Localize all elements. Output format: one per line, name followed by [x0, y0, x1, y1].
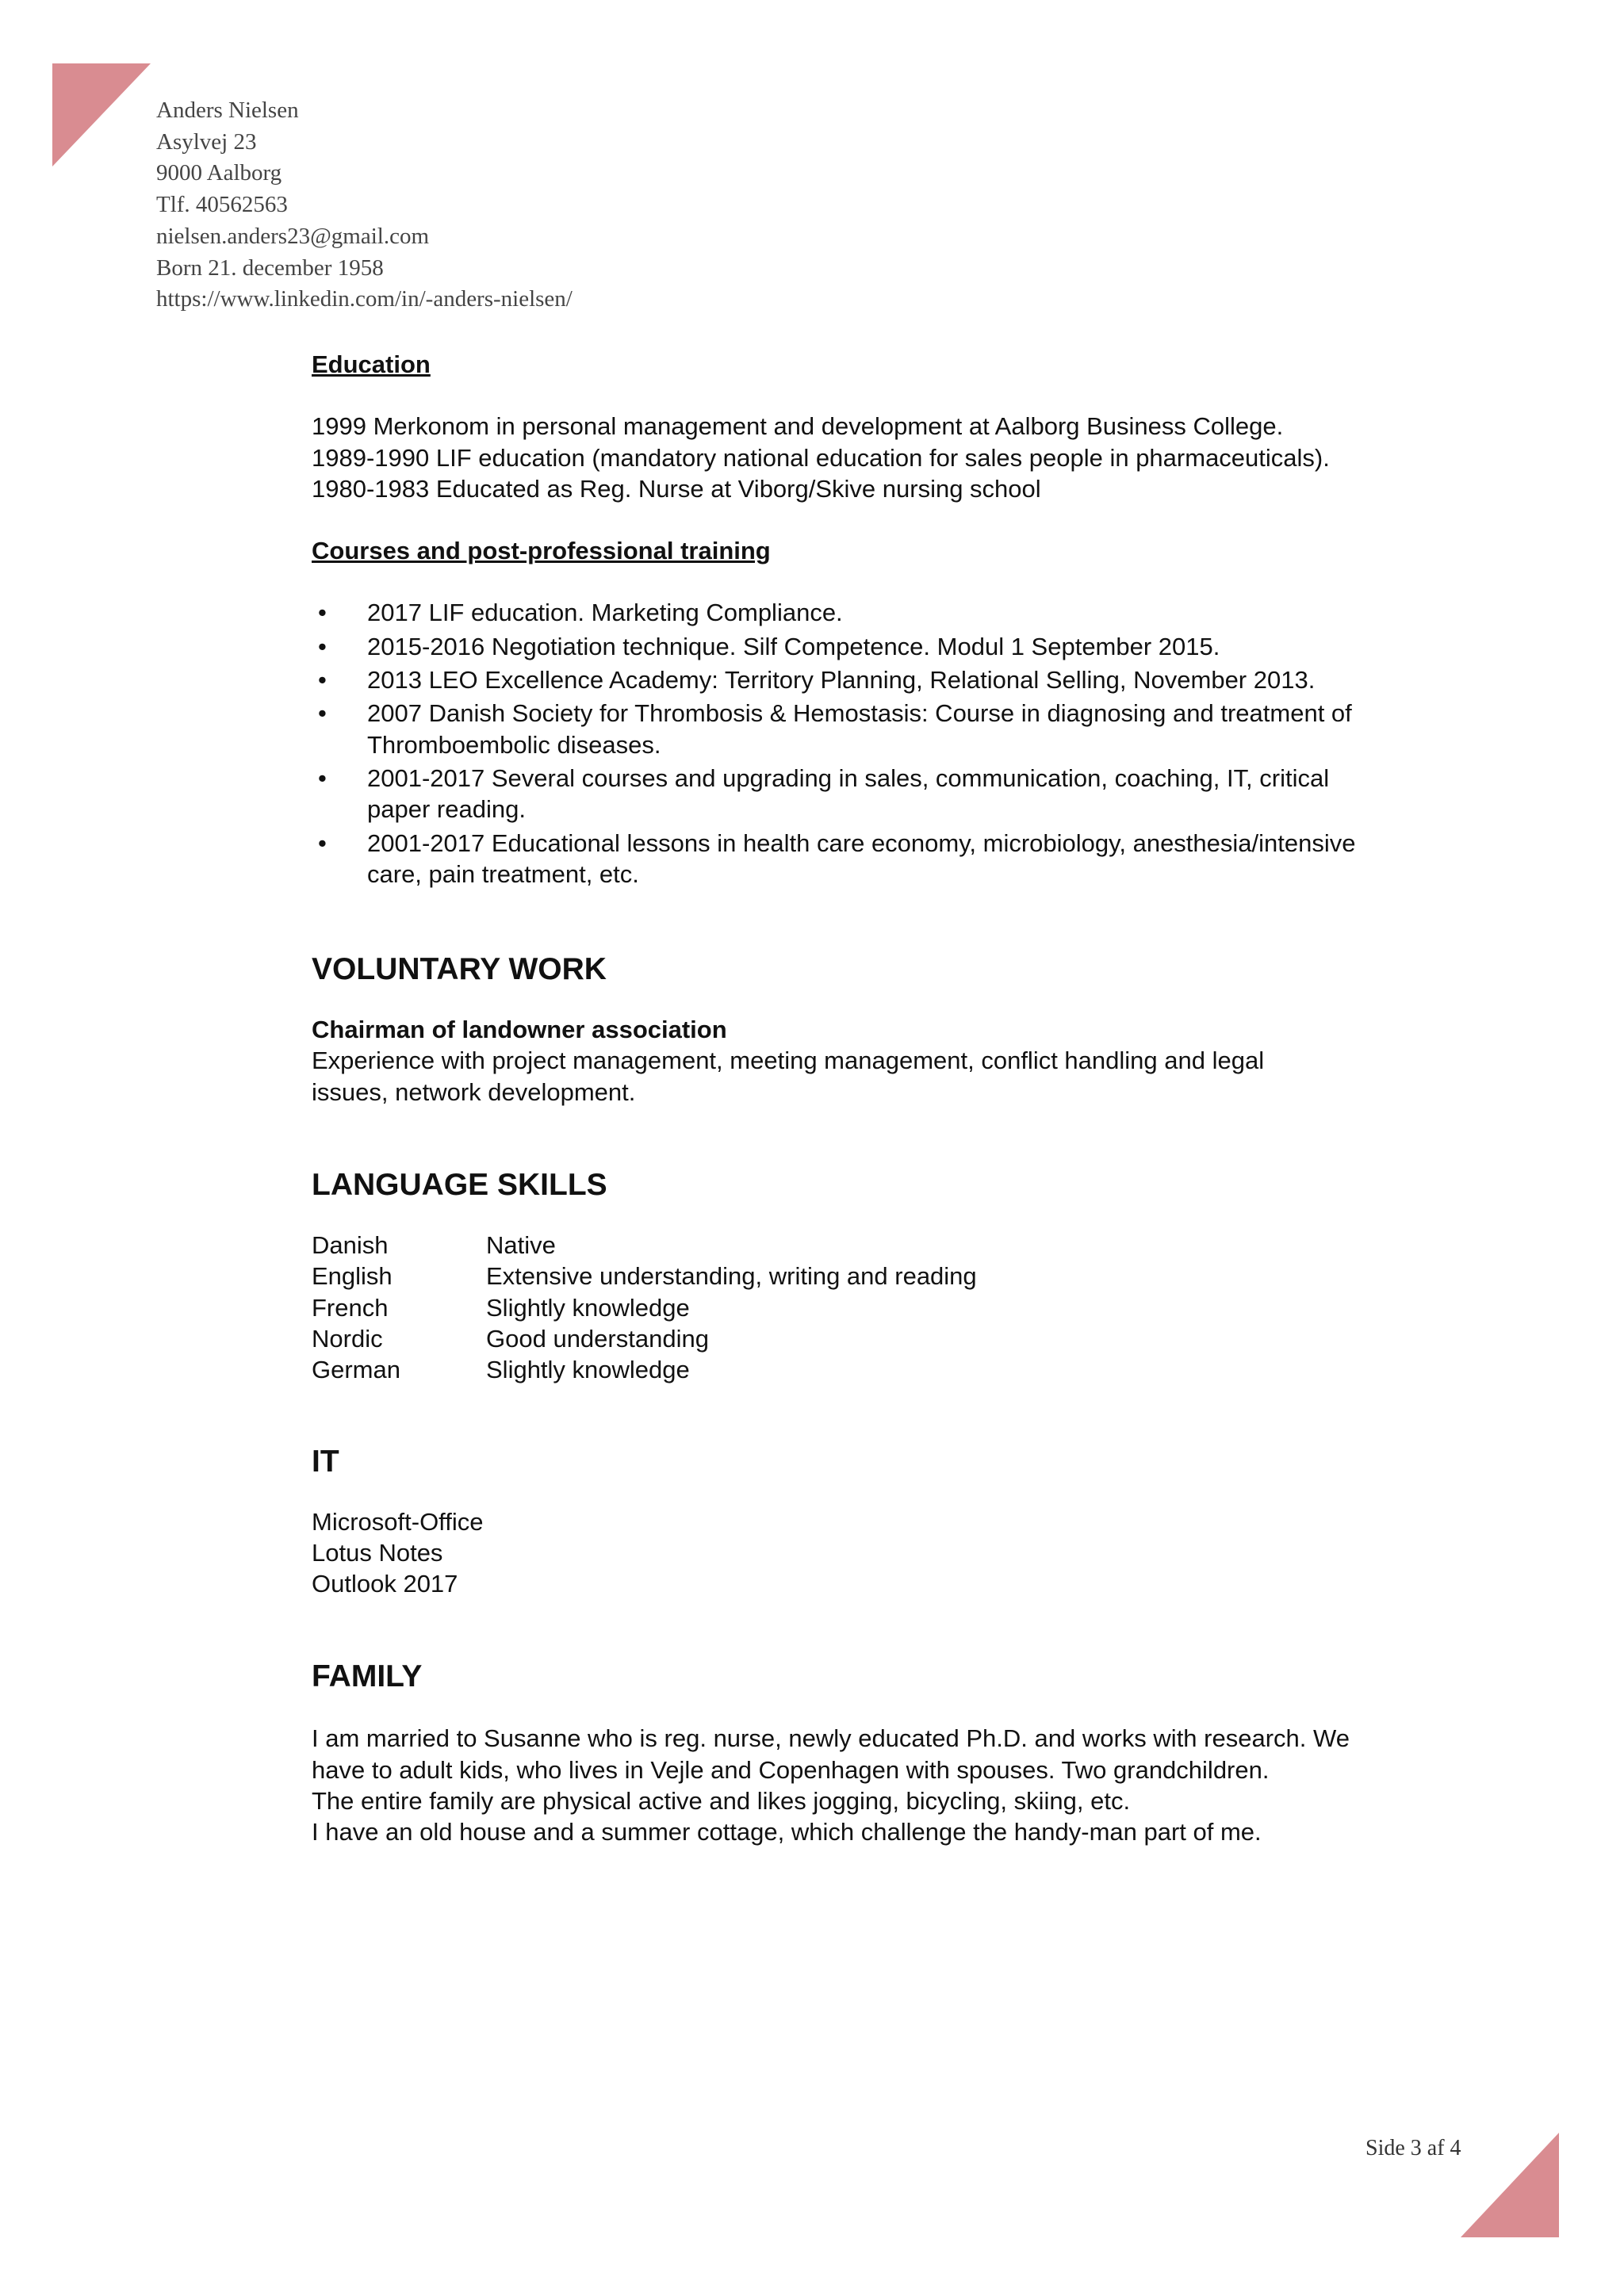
languages-title: LANGUAGE SKILLS: [312, 1168, 607, 1203]
contact-linkedin: https://www.linkedin.com/in/-anders-nielsen/: [156, 286, 573, 312]
contact-block: [156, 95, 573, 316]
contact-born: Born 21. december 1958: [156, 254, 384, 281]
language-row: English Extensive understanding, writing and reading: [312, 1262, 977, 1291]
it-item: Outlook 2017: [312, 1570, 458, 1598]
contact-street: Asylvej 23: [156, 128, 257, 155]
main-content: [312, 349, 1469, 1848]
list-item: • 2001-2017 Several courses and upgrading in sales, communication, coaching, IT, critical paper reading.: [318, 763, 1330, 824]
language-row: Danish Native: [312, 1231, 556, 1260]
list-item: • 2017 LIF education. Marketing Compliance.: [312, 597, 1469, 628]
education-item: 1980-1983 Educated as Reg. Nurse at Viborg/Skive nursing school: [312, 474, 1041, 503]
it-item: Lotus Notes: [312, 1538, 443, 1567]
family-line: I am married to Susanne who is reg. nurse, newly educated Ph.D. and works with research. We: [312, 1724, 1350, 1753]
bullet-icon: •: [318, 632, 327, 660]
language-row: Nordic Good understanding: [312, 1324, 709, 1353]
voluntary-role: Chairman of landowner association: [312, 1016, 727, 1044]
education-heading: Education: [312, 350, 431, 378]
list-item: • 2001-2017 Educational lessons in health care economy, microbiology, anesthesia/intensive care, pain treatment, etc.: [318, 828, 1356, 888]
family-line: The entire family are physical active and likes jogging, bicycling, skiing, etc.: [312, 1787, 1131, 1816]
it-item: Microsoft-Office: [312, 1507, 484, 1536]
bullet-icon: •: [318, 828, 327, 857]
corner-triangle-top-left: [52, 63, 151, 166]
page-number: Side 3 af 4: [1365, 2136, 1461, 2160]
language-row: French Slightly knowledge: [312, 1293, 690, 1322]
voluntary-line: issues, network development.: [312, 1077, 636, 1106]
contact-name: Anders Nielsen: [156, 98, 299, 123]
bullet-icon: •: [318, 763, 327, 792]
bullet-icon: •: [318, 666, 327, 695]
courses-heading: Courses and post-professional training: [312, 537, 771, 565]
family-title: FAMILY: [312, 1659, 423, 1694]
contact-city: 9000 Aalborg: [156, 160, 282, 186]
it-title: IT: [312, 1444, 339, 1479]
bullet-icon: •: [318, 699, 327, 728]
corner-triangle-bottom-right: [1461, 2133, 1559, 2237]
voluntary-title: VOLUNTARY WORK: [312, 952, 607, 987]
voluntary-line: Experience with project management, meeting management, conflict handling and legal: [312, 1047, 1265, 1075]
family-line: I have an old house and a summer cottage, which challenge the handy-man part of me.: [312, 1818, 1262, 1846]
bullet-icon: •: [318, 599, 327, 627]
education-item: 1989-1990 LIF education (mandatory national education for sales people in pharmaceuticals).: [312, 443, 1330, 472]
family-line: have to adult kids, who lives in Vejle and Copenhagen with spouses. Two grandchildren.: [312, 1755, 1270, 1784]
list-item: • 2015-2016 Negotiation technique. Silf Competence. Modul 1 September 2015.: [312, 631, 1469, 662]
language-row: German Slightly knowledge: [312, 1356, 690, 1384]
list-item: • 2013 LEO Excellence Academy: Territory Planning, Relational Selling, November 2013.: [312, 664, 1469, 695]
courses-list: [312, 597, 1469, 890]
education-item: 1999 Merkonom in personal management and development at Aalborg Business College.: [312, 412, 1284, 441]
list-item: • 2007 Danish Society for Thrombosis & Hemostasis: Course in diagnosing and treatment of Thromboembolic diseases.: [318, 699, 1352, 759]
contact-phone: Tlf. 40562563: [156, 192, 288, 218]
contact-email: nielsen.anders23@gmail.com: [156, 223, 430, 249]
